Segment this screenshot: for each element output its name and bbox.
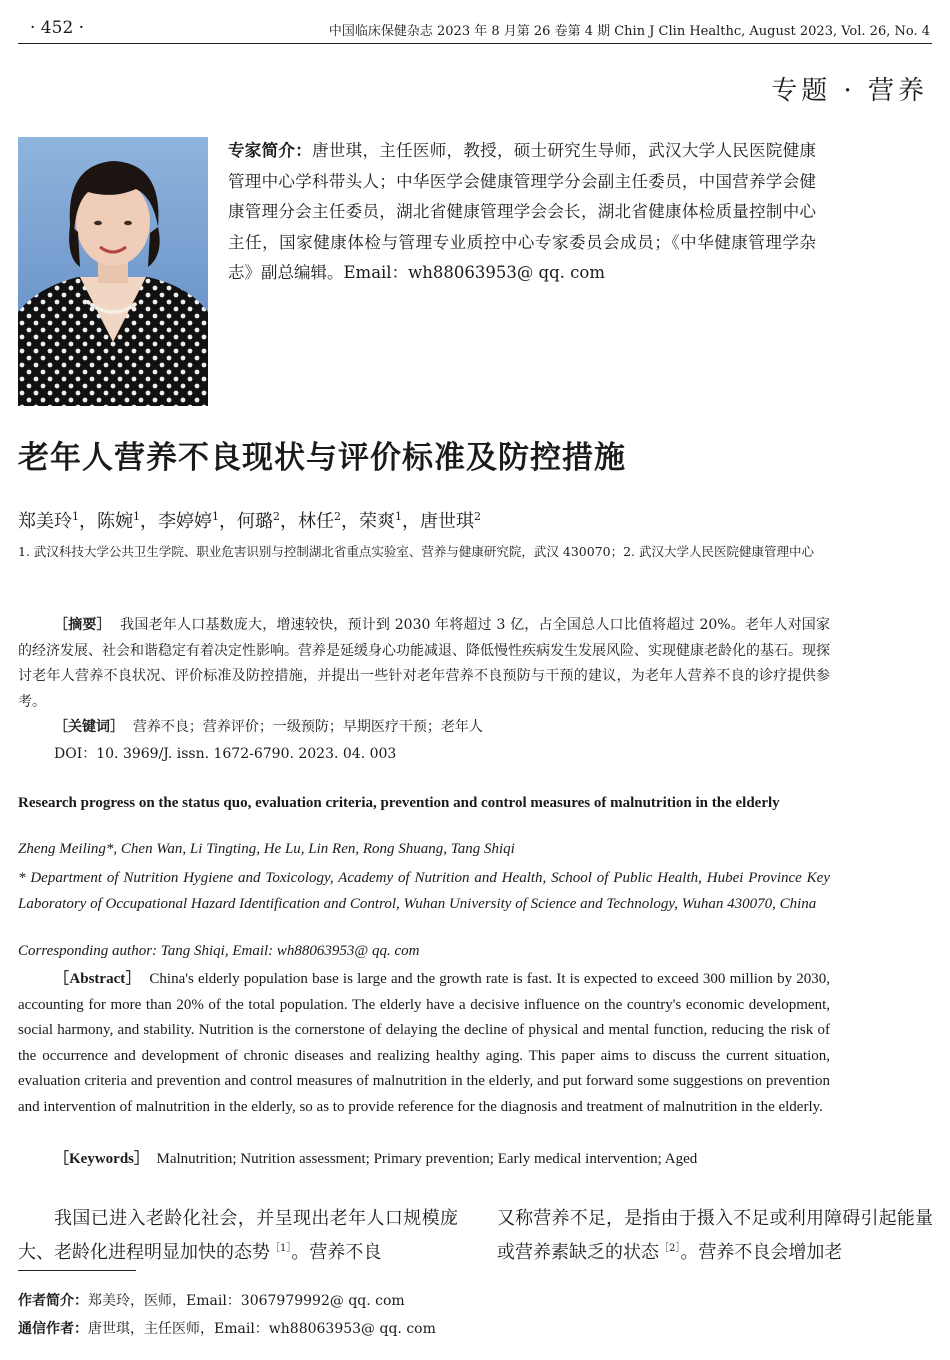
corresponding-author: Corresponding author: Tang Shiqi, Email: wh88063953@ qq. com: [18, 943, 420, 959]
keywords-cn-text: 营养不良；营养评价；一级预防；早期医疗干预；老年人: [132, 719, 483, 735]
abstract-cn: [18, 613, 830, 715]
author-name: 唐世琪: [420, 511, 474, 532]
author-name: 李婷婷: [158, 511, 212, 532]
keywords-en-text: Malnutrition; Nutrition assessment; Primary prevention; Early medical intervention; Aged: [156, 1151, 698, 1167]
english-affiliation: * Department of Nutrition Hygiene and Toxicology, Academy of Nutrition and Health, School of Public Health, Hubei Province Key Laboratory of Occupational Hazard Identification and Control, Wuhan University of Science and Technology, Wuhan 430070, China: [18, 870, 830, 912]
author-name: 何璐: [237, 511, 273, 532]
abstract-cn-text: 我国老年人口基数庞大，增速较快，预计到 2030 年将超过 3 亿，占全国总人口比值将超过 20%。老年人对国家的经济发展、社会和谐稳定有着决定性影响。营养是延缓身心功能减退、降低慢性疾病发生发展风险、实现健康老龄化的基石。现探讨老年人营养不良状况、评价标准及防控措施，并提出一些针对老年营养不良预防与干预的建议，为老年人营养不良的诊疗提供参考。: [18, 617, 831, 710]
abstract-en: [18, 967, 830, 1121]
expert-bio-label: 专家简介：: [228, 141, 313, 160]
section-label: 专题 · 营养: [771, 76, 928, 106]
doi: DOI：10. 3969/J. issn. 1672-6790. 2023. 04. 003: [54, 746, 397, 762]
author-name: 郑美玲: [18, 511, 72, 532]
expert-bio-text: 唐世琪，主任医师，教授，硕士研究生导师，武汉大学人民医院健康管理中心学科带头人；中华医学会健康管理学分会副主任委员，中国营养学会健康管理分会主任委员，湖北省健康管理学会会长，湖北省健康体检质量控制中心主任，国家健康体检与管理专业质控中心专家委员会成员；《中华健康管理学杂志》副总编辑。Email：wh88063953@ qq. com: [228, 141, 817, 282]
expert-photo: [18, 137, 208, 406]
author-name: 陈婉: [97, 511, 133, 532]
citation-ref[interactable]: ［1］: [270, 1242, 292, 1254]
footnote-corresponding: 通信作者：唐世琪，主任医师，Email：wh88063953@ qq. com: [18, 1321, 436, 1337]
footnote-divider: [18, 1270, 136, 1271]
article-title: 老年人营养不良现状与评价标准及防控措施: [18, 440, 626, 476]
keywords-cn-label: ［关键词］: [54, 719, 124, 735]
author-list: 郑美玲$^1$，陈婉$^1$，李婷婷$^1$，何璐$^2$，林任$^2$，荣爽$^1$，唐世琪$^2$: [18, 510, 481, 532]
expert-bio: [228, 136, 816, 289]
body-column-2: 又称营养不足，是指由于摄入不足或利用障碍引起能量或营养素缺乏的状态$^{[2]}$。营养不良会增加老: [497, 1208, 933, 1263]
author-name: 荣爽: [359, 511, 395, 532]
abstract-en-text: China's elderly population base is large and the growth rate is fast. It is expected to exceed 300 million by 2030, accounting for more than 20% of the total population. The elderly have a decisive influence on the country's economic development, social harmony, and stability. Nutrition is the cornerstone of delaying the decline of physical and mental function, reducing the risk of the occurrence and development of chronic diseases and realizing healthy aging. This paper aims to discuss the current situation, evaluation criteria and prevention and control measures of malnutrition in the elderly, and put forward some suggestions on prevention and intervention of malnutrition in the elderly, so as to provide reference for the diagnosis and treatment of malnutrition in the elderly.: [18, 971, 831, 1115]
body-column-1: 我国已进入老龄化社会，并呈现出老年人口规模庞大、老龄化进程明显加快的态势$^{[1]}$。营养不良: [18, 1208, 458, 1263]
english-title: Research progress on the status quo, evaluation criteria, prevention and control measures of malnutrition in the elderly: [18, 795, 780, 811]
abstract-en-label: ［Abstract］: [54, 971, 142, 987]
keywords-en: [54, 1147, 697, 1168]
keywords-en-label: ［Keywords］: [54, 1151, 149, 1167]
english-authors: Zheng Meiling*, Chen Wan, Li Tingting, He Lu, Lin Ren, Rong Shuang, Tang Shiqi: [18, 841, 515, 857]
author-name: 林任: [298, 511, 334, 532]
page-number: · 452 ·: [30, 18, 85, 38]
keywords-cn: [54, 716, 483, 736]
journal-header: 中国临床保健杂志 2023 年 8 月第 26 卷第 4 期 Chin J Clin Healthc, August 2023, Vol. 26, No. 4: [328, 24, 930, 39]
footnote-author: 作者简介：郑美玲，医师，Email：3067979992@ qq. com: [18, 1293, 405, 1309]
header-divider: [18, 43, 932, 44]
citation-ref[interactable]: ［2］: [659, 1242, 681, 1254]
abstract-cn-label: ［摘要］: [54, 617, 111, 633]
affiliation: 1. 武汉科技大学公共卫生学院、职业危害识别与控制湖北省重点实验室、营养与健康研究院，武汉 430070；2. 武汉大学人民医院健康管理中心: [18, 544, 814, 559]
